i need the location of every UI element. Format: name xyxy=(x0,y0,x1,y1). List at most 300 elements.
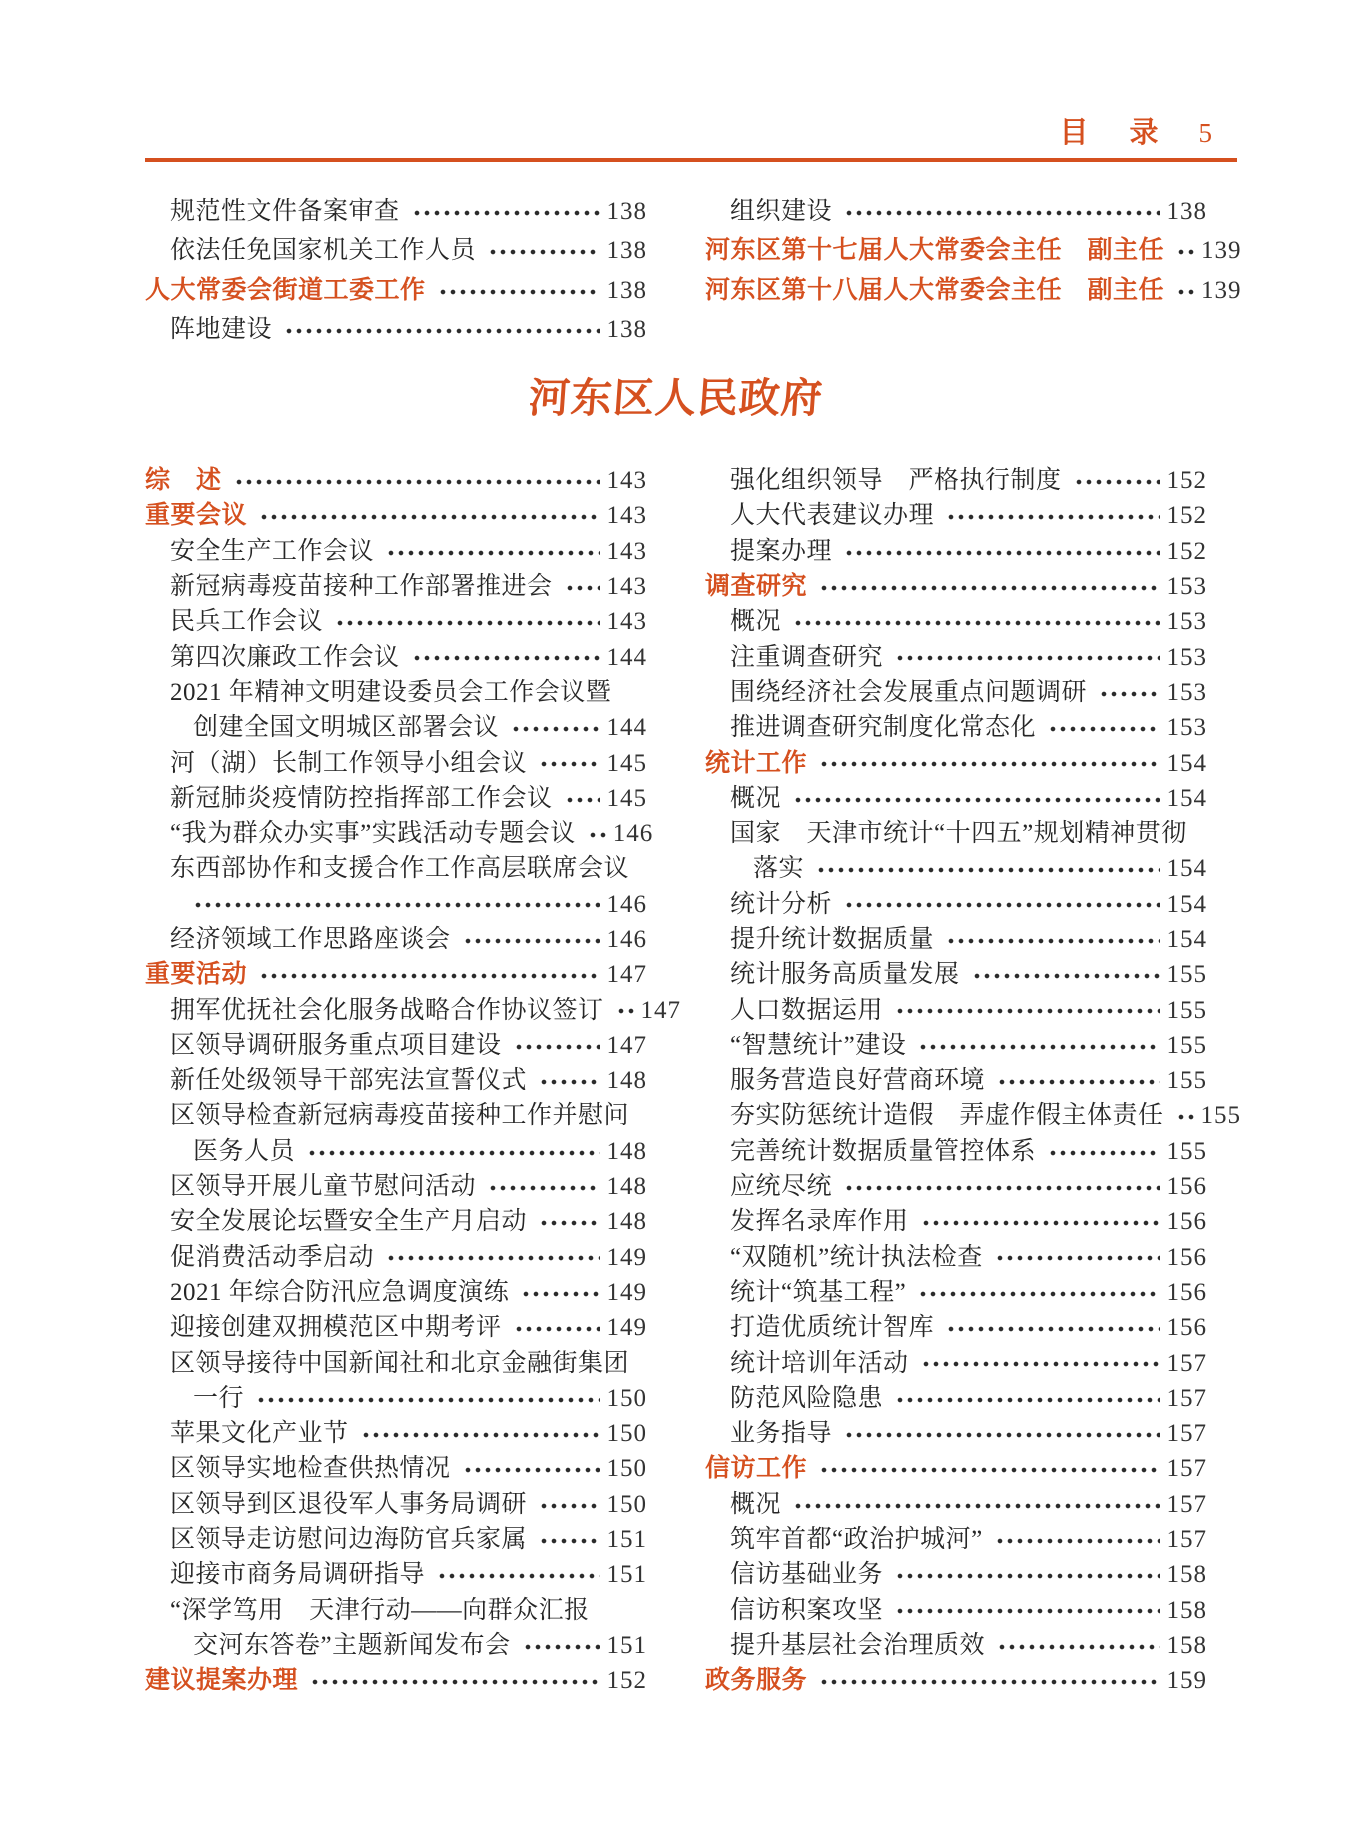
entry-title: 促消费活动季启动 xyxy=(170,1243,375,1271)
entry-title: 完善统计数据质量管控体系 xyxy=(730,1137,1037,1165)
dot-leader xyxy=(511,710,599,745)
entry-page-number: 153 xyxy=(1166,714,1207,742)
toc-entry xyxy=(705,710,1207,745)
entry-title: 提升统计数据质量 xyxy=(730,926,935,953)
toc-section-entry xyxy=(705,569,1207,604)
dot-leader xyxy=(995,1522,1160,1557)
toc-entry xyxy=(705,816,1207,851)
entry-page-number: 147 xyxy=(640,996,682,1024)
entry-title: “智慧统计”建设 xyxy=(730,1031,907,1059)
entry-page-number: 150 xyxy=(606,1455,647,1483)
toc-entry xyxy=(145,1451,647,1486)
dot-leader xyxy=(412,192,600,231)
entry-page-number: 159 xyxy=(1166,1667,1207,1695)
entry-title: 业务指导 xyxy=(730,1420,833,1448)
dot-leader xyxy=(895,639,1159,674)
entry-page-number: 158 xyxy=(1166,1561,1207,1589)
entry-page-number: 152 xyxy=(1166,467,1207,495)
toc-entry xyxy=(145,639,647,674)
entry-page-number: 152 xyxy=(606,1667,647,1695)
toc-section-entry xyxy=(705,1451,1207,1486)
toc-entry xyxy=(145,851,647,886)
entry-title: 东西部协作和支援合作工作高层联席会议 xyxy=(170,855,630,883)
entry-title: 民兵工作会议 xyxy=(170,608,324,636)
entry-page-number: 154 xyxy=(1166,749,1207,777)
entry-page-number: 138 xyxy=(606,316,647,344)
dot-leader xyxy=(259,498,599,533)
dot-leader xyxy=(539,1522,599,1557)
toc-section-entry xyxy=(145,957,647,992)
entry-title: 区领导调研服务重点项目建设 xyxy=(170,1031,502,1059)
dot-leader xyxy=(284,310,599,349)
dot-leader xyxy=(514,1028,600,1063)
entry-page-number: 143 xyxy=(606,608,647,636)
dot-leader xyxy=(895,1381,1159,1416)
toc-entry xyxy=(705,1098,1242,1133)
entry-title: 一行 xyxy=(193,1384,245,1412)
dot-leader xyxy=(565,781,600,816)
toc-entry xyxy=(145,816,654,851)
dot-leader xyxy=(997,1063,1159,1098)
entry-page-number: 150 xyxy=(606,1420,647,1448)
entry-title: 防范风险隐患 xyxy=(730,1384,884,1412)
toc-entry xyxy=(705,1134,1207,1169)
dot-leader xyxy=(588,816,606,851)
dot-leader xyxy=(234,463,600,498)
dot-leader xyxy=(616,992,634,1027)
toc-entry xyxy=(145,675,647,710)
entry-page-number: 153 xyxy=(1166,678,1207,706)
dot-leader xyxy=(523,1628,600,1663)
entry-page-number: 146 xyxy=(612,820,654,848)
toc-entry xyxy=(145,1522,647,1557)
dot-leader xyxy=(997,1628,1159,1663)
dot-leader xyxy=(921,1345,1160,1380)
toc-section-entry xyxy=(145,463,647,498)
toc-entry xyxy=(145,710,647,745)
entry-page-number: 157 xyxy=(1166,1455,1207,1483)
dot-leader xyxy=(819,1663,1159,1698)
entry-page-number: 152 xyxy=(1166,502,1207,530)
toc-entry xyxy=(145,310,647,349)
toc-entry xyxy=(705,1275,1207,1310)
toc-main-section xyxy=(145,463,1242,1698)
toc-entry xyxy=(145,781,647,816)
entry-page-number: 139 xyxy=(1201,276,1242,304)
entry-page-number: 148 xyxy=(606,1067,647,1095)
dot-leader xyxy=(793,604,1159,639)
entry-title: 河（湖）长制工作领导小组会议 xyxy=(170,749,528,777)
toc-entry xyxy=(705,1063,1207,1098)
dot-leader xyxy=(946,498,1159,533)
toc-entry xyxy=(705,1345,1207,1380)
entry-page-number: 154 xyxy=(1166,855,1207,883)
entry-title: 组织建设 xyxy=(730,198,833,226)
toc-entry xyxy=(145,922,647,957)
entry-page-number: 156 xyxy=(1166,1243,1207,1271)
dot-leader xyxy=(918,1275,1159,1310)
entry-page-number: 156 xyxy=(1166,1208,1207,1236)
entry-page-number: 156 xyxy=(1166,1278,1207,1306)
entry-title: 政务服务 xyxy=(705,1666,808,1695)
dot-leader xyxy=(946,922,1159,957)
entry-title: 统计“筑基工程” xyxy=(730,1278,907,1306)
entry-title: 安全发展论坛暨安全生产月启动 xyxy=(170,1208,528,1236)
entry-page-number: 152 xyxy=(1166,537,1207,565)
entry-page-number: 145 xyxy=(606,784,647,812)
chapter-title: 河东区人民政府 xyxy=(527,375,825,421)
dot-leader xyxy=(539,745,599,780)
toc-top-left-column xyxy=(145,192,647,349)
entry-title: 新冠病毒疫苗接种工作部署推进会 xyxy=(170,573,553,601)
dot-leader xyxy=(946,1310,1159,1345)
toc-entry xyxy=(145,1240,647,1275)
entry-page-number: 156 xyxy=(1166,1314,1207,1342)
toc-entry xyxy=(145,1593,647,1628)
toc-entry xyxy=(705,922,1207,957)
dot-leader xyxy=(1074,463,1160,498)
entry-title: 人大代表建议办理 xyxy=(730,502,935,530)
entry-page-number: 153 xyxy=(1166,573,1207,601)
toc-entry xyxy=(705,1240,1207,1275)
toc-entry xyxy=(145,604,647,639)
entry-title: 服务营造良好营商环境 xyxy=(730,1067,986,1095)
toc-entry xyxy=(145,1628,647,1663)
dot-leader xyxy=(539,1204,599,1239)
dot-leader xyxy=(386,534,599,569)
entry-page-number: 154 xyxy=(1166,926,1207,953)
toc-entry xyxy=(705,463,1207,498)
dot-leader xyxy=(918,1028,1159,1063)
entry-page-number: 150 xyxy=(606,1384,647,1412)
dot-leader xyxy=(386,1240,599,1275)
entry-title: 统计服务高质量发展 xyxy=(730,961,960,989)
toc-main-right-column xyxy=(705,463,1242,1698)
running-head-page-number: 5 xyxy=(1198,118,1212,148)
entry-title: 打造优质统计智库 xyxy=(730,1314,935,1342)
entry-page-number: 139 xyxy=(1201,237,1242,265)
entry-title: 人口数据运用 xyxy=(730,996,884,1024)
entry-page-number: 154 xyxy=(1166,784,1207,812)
entry-page-number: 149 xyxy=(606,1278,647,1306)
entry-title: 围绕经济社会发展重点问题调研 xyxy=(730,678,1088,706)
dot-leader xyxy=(539,1063,599,1098)
entry-title: 统计分析 xyxy=(730,890,833,918)
toc-entry xyxy=(145,1416,647,1451)
toc-entry xyxy=(145,1134,647,1169)
entry-page-number: 149 xyxy=(606,1243,647,1271)
entry-page-number: 157 xyxy=(1166,1490,1207,1518)
entry-page-number: 146 xyxy=(606,890,647,918)
toc-entry xyxy=(145,1310,647,1345)
entry-page-number: 153 xyxy=(1166,643,1207,671)
entry-page-number: 153 xyxy=(1166,608,1207,636)
toc-entry xyxy=(705,1628,1207,1663)
toc-entry xyxy=(705,781,1207,816)
toc-entry xyxy=(705,1028,1207,1063)
toc-entry xyxy=(705,534,1207,569)
toc-entry xyxy=(145,1028,647,1063)
toc-entry xyxy=(145,192,647,231)
entry-page-number: 157 xyxy=(1166,1420,1207,1448)
entry-title: 迎接市商务局调研指导 xyxy=(170,1561,426,1589)
dot-leader xyxy=(819,745,1159,780)
dot-leader xyxy=(193,887,600,922)
entry-page-number: 157 xyxy=(1166,1384,1207,1412)
entry-title: 注重调查研究 xyxy=(730,643,884,671)
entry-page-number: 155 xyxy=(1166,996,1207,1024)
entry-title: 调查研究 xyxy=(705,572,808,601)
toc-entry xyxy=(705,851,1207,886)
entry-title: 苹果文化产业节 xyxy=(170,1420,349,1448)
dot-leader xyxy=(437,1557,599,1592)
toc-main-left-column xyxy=(145,463,682,1698)
dot-leader xyxy=(995,1240,1160,1275)
entry-title: 新任处级领导干部宪法宣誓仪式 xyxy=(170,1067,528,1095)
entry-page-number: 144 xyxy=(606,714,647,742)
toc-entry xyxy=(145,1169,647,1204)
entry-title: 拥军优抚社会化服务战略合作协议签订 xyxy=(170,996,604,1024)
entry-page-number: 138 xyxy=(606,198,647,226)
dot-leader xyxy=(921,1204,1160,1239)
toc-entry xyxy=(145,1204,647,1239)
dot-leader xyxy=(1048,1134,1159,1169)
toc-entry xyxy=(705,1487,1207,1522)
dot-leader xyxy=(412,639,600,674)
toc-entry xyxy=(705,192,1207,231)
entry-page-number: 155 xyxy=(1166,1137,1207,1165)
dot-leader xyxy=(844,192,1159,231)
header-rule xyxy=(145,158,1237,162)
dot-leader xyxy=(844,534,1159,569)
dot-leader xyxy=(259,957,599,992)
dot-leader xyxy=(1048,710,1159,745)
dot-leader xyxy=(488,1169,599,1204)
dot-leader xyxy=(438,271,600,310)
entry-title: 2021 年精神文明建设委员会工作会议暨 xyxy=(170,678,612,706)
dot-leader xyxy=(1176,1098,1194,1133)
dot-leader xyxy=(844,887,1159,922)
entry-title: 迎接创建双拥模范区中期考评 xyxy=(170,1314,502,1342)
entry-page-number: 148 xyxy=(606,1208,647,1236)
entry-title: 筑牢首都“政治护城河” xyxy=(730,1526,983,1554)
entry-title: 交河东答卷”主题新闻发布会 xyxy=(193,1631,511,1659)
toc-section-entry xyxy=(705,231,1242,270)
dot-leader xyxy=(539,1487,599,1522)
toc-section-entry xyxy=(145,271,647,310)
entry-title: 河东区第十八届人大常委会主任 副主任 xyxy=(705,275,1165,304)
entry-page-number: 154 xyxy=(1166,890,1207,918)
entry-title: 阵地建设 xyxy=(170,316,273,344)
dot-leader xyxy=(310,1663,599,1698)
entry-title: “深学笃用 天津行动——向群众汇报 xyxy=(170,1596,590,1624)
dot-leader xyxy=(793,1487,1159,1522)
toc-entry xyxy=(145,992,682,1027)
toc-top-right-column xyxy=(705,192,1242,349)
entry-page-number: 157 xyxy=(1166,1349,1207,1377)
entry-page-number: 155 xyxy=(1166,1067,1207,1095)
dot-leader xyxy=(844,1169,1159,1204)
entry-title: 医务人员 xyxy=(193,1137,296,1165)
entry-page-number: 157 xyxy=(1166,1526,1207,1554)
entry-title: 信访基础业务 xyxy=(730,1561,884,1589)
dot-leader xyxy=(307,1134,599,1169)
entry-title: 概况 xyxy=(730,608,782,636)
dot-leader xyxy=(895,1557,1159,1592)
entry-page-number: 143 xyxy=(606,467,647,495)
entry-title: 提升基层社会治理质效 xyxy=(730,1631,986,1659)
toc-entry xyxy=(145,1063,647,1098)
toc-entry xyxy=(705,604,1207,639)
dot-leader xyxy=(895,1593,1159,1628)
toc-entry xyxy=(705,1557,1207,1592)
entry-title: 区领导到区退役军人事务局调研 xyxy=(170,1490,528,1518)
dot-leader xyxy=(335,604,599,639)
entry-title: 区领导接待中国新闻社和北京金融街集团 xyxy=(170,1349,630,1377)
entry-page-number: 151 xyxy=(606,1561,647,1589)
toc-entry xyxy=(705,1593,1207,1628)
dot-leader xyxy=(1176,231,1194,270)
entry-page-number: 148 xyxy=(606,1137,647,1165)
toc-entry xyxy=(145,745,647,780)
entry-title: 第四次廉政工作会议 xyxy=(170,643,400,671)
dot-leader xyxy=(463,922,600,957)
toc-entry xyxy=(705,1416,1207,1451)
entry-title: 综 述 xyxy=(145,466,222,495)
dot-leader xyxy=(521,1275,599,1310)
entry-title: 2021 年综合防汛应急调度演练 xyxy=(170,1278,510,1306)
entry-title: 推进调查研究制度化常态化 xyxy=(730,714,1037,742)
entry-title: 区领导检查新冠病毒疫苗接种工作并慰问 xyxy=(170,1102,630,1130)
entry-page-number: 155 xyxy=(1166,961,1207,989)
toc-entry xyxy=(705,1204,1207,1239)
entry-title: 重要会议 xyxy=(145,501,248,530)
entry-page-number: 158 xyxy=(1166,1631,1207,1659)
entry-title: 规范性文件备案审查 xyxy=(170,198,400,226)
running-head xyxy=(145,110,1212,151)
entry-page-number: 143 xyxy=(606,573,647,601)
toc-entry xyxy=(705,887,1207,922)
toc-section-entry xyxy=(705,745,1207,780)
entry-title: 区领导走访慰问边海防官兵家属 xyxy=(170,1526,528,1554)
entry-title: 概况 xyxy=(730,1490,782,1518)
entry-page-number: 147 xyxy=(606,961,647,989)
entry-title: 经济领域工作思路座谈会 xyxy=(170,926,451,953)
entry-page-number: 150 xyxy=(606,1490,647,1518)
toc-entry xyxy=(145,1557,647,1592)
entry-page-number: 155 xyxy=(1200,1102,1242,1130)
entry-title: 河东区第十七届人大常委会主任 副主任 xyxy=(705,236,1165,265)
toc-entry xyxy=(705,675,1207,710)
dot-leader xyxy=(819,569,1159,604)
dot-leader xyxy=(1176,271,1194,310)
entry-page-number: 144 xyxy=(606,643,647,671)
entry-page-number: 145 xyxy=(606,749,647,777)
entry-title: 建议提案办理 xyxy=(145,1666,299,1695)
entry-page-number: 138 xyxy=(606,276,647,304)
toc-entry xyxy=(145,1487,647,1522)
toc-section-entry xyxy=(145,498,647,533)
entry-page-number: 146 xyxy=(606,926,647,953)
entry-title: “我为群众办实事”实践活动专题会议 xyxy=(170,820,576,848)
entry-title: 安全生产工作会议 xyxy=(170,537,375,565)
toc-entry xyxy=(145,1098,647,1133)
toc-entry xyxy=(145,231,647,270)
dot-leader xyxy=(819,1451,1159,1486)
entry-title: 强化组织领导 严格执行制度 xyxy=(730,467,1062,495)
entry-page-number: 156 xyxy=(1166,1173,1207,1201)
dot-leader xyxy=(565,569,600,604)
entry-title: 提案办理 xyxy=(730,537,833,565)
entry-title: 发挥名录库作用 xyxy=(730,1208,909,1236)
entry-title: 区领导实地检查供热情况 xyxy=(170,1455,451,1483)
toc-entry xyxy=(705,1381,1207,1416)
toc-entry xyxy=(145,534,647,569)
entry-title: 新冠肺炎疫情防控指挥部工作会议 xyxy=(170,784,553,812)
entry-title: 创建全国文明城区部署会议 xyxy=(193,714,500,742)
entry-title: 国家 天津市统计“十四五”规划精神贯彻 xyxy=(730,820,1187,848)
dot-leader xyxy=(972,957,1160,992)
entry-title: 统计工作 xyxy=(705,748,808,777)
entry-title: 信访工作 xyxy=(705,1454,808,1483)
entry-title: “双随机”统计执法检查 xyxy=(730,1243,983,1271)
entry-page-number: 155 xyxy=(1166,1031,1207,1059)
entry-title: 依法任免国家机关工作人员 xyxy=(170,237,477,265)
dot-leader xyxy=(463,1451,600,1486)
dot-leader xyxy=(793,781,1159,816)
entry-page-number: 138 xyxy=(606,237,647,265)
entry-page-number: 147 xyxy=(606,1031,647,1059)
toc-entry xyxy=(145,1275,647,1310)
toc-entry xyxy=(145,1345,647,1380)
entry-page-number: 149 xyxy=(606,1314,647,1342)
entry-title: 区领导开展儿童节慰问活动 xyxy=(170,1173,477,1201)
entry-title: 人大常委会街道工委工作 xyxy=(145,275,426,304)
toc-entry xyxy=(145,1381,647,1416)
toc-entry xyxy=(705,957,1207,992)
entry-title: 夯实防惩统计造假 弄虚作假主体责任 xyxy=(730,1102,1164,1130)
toc-entry xyxy=(145,569,647,604)
toc-top-section xyxy=(145,192,1242,349)
entry-page-number: 138 xyxy=(1166,198,1207,226)
toc-entry xyxy=(705,1310,1207,1345)
toc-section-entry xyxy=(705,271,1242,310)
entry-page-number: 143 xyxy=(606,537,647,565)
dot-leader xyxy=(816,851,1159,886)
dot-leader xyxy=(361,1416,600,1451)
entry-page-number: 151 xyxy=(606,1631,647,1659)
entry-title: 信访积案攻坚 xyxy=(730,1596,884,1624)
toc-section-entry xyxy=(145,1663,647,1698)
toc-entry xyxy=(705,498,1207,533)
entry-page-number: 158 xyxy=(1166,1596,1207,1624)
toc-entry xyxy=(145,887,647,922)
dot-leader xyxy=(1099,675,1159,710)
dot-leader xyxy=(488,231,599,270)
entry-title: 应统尽统 xyxy=(730,1173,833,1201)
running-head-title: 目 录 xyxy=(1059,117,1165,149)
toc-entry xyxy=(705,992,1207,1027)
entry-title: 重要活动 xyxy=(145,960,248,989)
entry-page-number: 148 xyxy=(606,1173,647,1201)
toc-section-entry xyxy=(705,1663,1207,1698)
entry-title: 统计培训年活动 xyxy=(730,1349,909,1377)
dot-leader xyxy=(514,1310,600,1345)
dot-leader xyxy=(256,1381,599,1416)
toc-entry xyxy=(705,1522,1207,1557)
toc-entry xyxy=(705,639,1207,674)
dot-leader xyxy=(895,992,1159,1027)
